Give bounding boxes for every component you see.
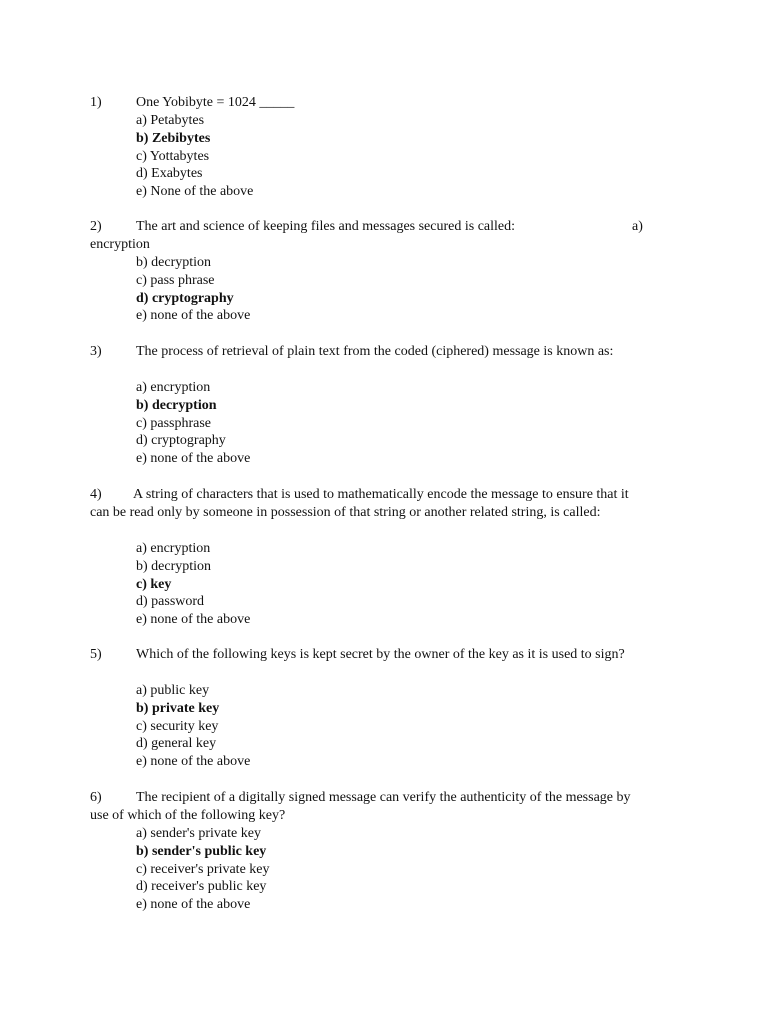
option-d: d) password [136, 594, 205, 610]
option-e: e) none of the above [136, 754, 251, 770]
question-4 [90, 486, 680, 629]
option-d: d) receiver's public key [136, 879, 267, 895]
question-text: The art and science of keeping files and messages secured is called: [136, 219, 516, 234]
option-e: e) none of the above [136, 308, 251, 324]
option-a: a) public key [136, 683, 210, 698]
question-line [90, 343, 680, 361]
option-d: d) general key [136, 736, 217, 752]
option-e: e) None of the above [136, 184, 254, 200]
spacer [90, 361, 680, 379]
option-c: c) receiver's private key [136, 861, 270, 877]
option-a: a) encryption [136, 380, 211, 395]
option-a: a) Petabytes [136, 113, 205, 128]
option-e: e) none of the above [136, 451, 251, 467]
question-number: 4) [90, 487, 102, 502]
question-text: One Yobibyte = 1024 _____ [136, 95, 295, 110]
question-text: The process of retrieval of plain text from the coded (ciphered) message is known as: [136, 344, 614, 359]
option-a: a) sender's private key [136, 826, 261, 841]
option-a: a) encryption [136, 541, 211, 556]
question-number: 2) [90, 219, 102, 234]
question-line [90, 486, 680, 504]
option-c-correct: c) key [136, 576, 172, 592]
option-d-correct: d) cryptography [136, 290, 234, 306]
question-text: The recipient of a digitally signed message can verify the authenticity of the message by [136, 790, 631, 805]
question-number: 6) [90, 790, 102, 805]
spacer [90, 522, 680, 540]
question-line [90, 646, 680, 664]
option-a-label: a) [632, 219, 643, 234]
option-b-correct: b) decryption [136, 397, 217, 413]
question-5 [90, 646, 680, 771]
question-number: 1) [90, 95, 102, 110]
question-text: Which of the following keys is kept secret by the owner of the key as it is used to sign? [136, 647, 625, 662]
question-3 [90, 343, 680, 468]
question-text-continued: use of which of the following key? [90, 808, 286, 823]
option-c: c) passphrase [136, 415, 212, 431]
question-1 [90, 94, 680, 201]
question-line [90, 789, 680, 807]
question-line [90, 94, 680, 112]
option-e: e) none of the above [136, 897, 251, 913]
question-2 [90, 218, 680, 325]
option-b-correct: b) sender's public key [136, 843, 267, 859]
option-b-correct: b) private key [136, 700, 220, 716]
option-b: b) decryption [136, 558, 212, 574]
spacer [90, 664, 680, 682]
option-c: c) Yottabytes [136, 148, 210, 164]
option-c: c) security key [136, 718, 219, 734]
option-b-correct: b) Zebibytes [136, 130, 211, 146]
question-number: 3) [90, 344, 102, 359]
option-a-text: encryption [90, 237, 150, 252]
question-text: A string of characters that is used to mathematically encode the message to ensure that it [133, 487, 629, 502]
question-6 [90, 789, 680, 914]
question-number: 5) [90, 647, 102, 662]
option-c: c) pass phrase [136, 272, 215, 288]
option-d: d) cryptography [136, 433, 226, 449]
question-line [90, 218, 680, 236]
option-d: d) Exabytes [136, 166, 203, 182]
option-e: e) none of the above [136, 612, 251, 628]
option-b: b) decryption [136, 255, 212, 270]
question-text-continued: can be read only by someone in possession of that string or another related string, is called: [90, 505, 601, 520]
